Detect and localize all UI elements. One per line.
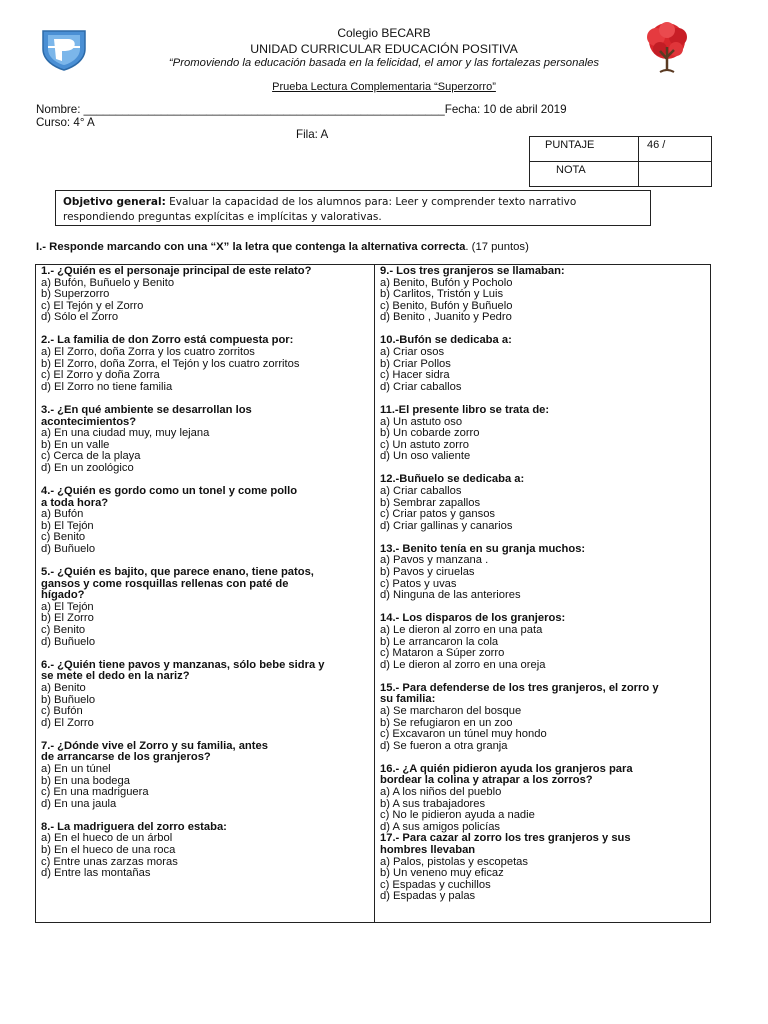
answer-option[interactable]: b) A sus trabajadores [380,797,486,810]
answer-option[interactable]: a) Un astuto oso [380,415,463,428]
answer-option[interactable]: a) El Zorro, doña Zorra y los cuatro zorritos [41,346,255,359]
answer-option[interactable]: c) Hacer sidra [380,369,450,382]
question-block [41,741,325,811]
puntaje-label: PUNTAJE [530,137,639,162]
question-text: 1.- ¿Quién es el personaje principal de este relato? [41,265,312,277]
answer-option[interactable]: b) Se refugiaron en un zoo [380,716,513,729]
answer-option[interactable]: c) Criar patos y gansos [380,508,496,521]
answer-option[interactable]: c) Bufón [41,705,83,718]
answer-option[interactable]: a) Benito, Bufón y Pocholo [380,276,513,289]
answer-option[interactable]: b) Superzorro [41,288,110,301]
instruction [36,241,529,253]
answer-option[interactable]: b) El Zorro, doña Zorra, el Tejón y los cuatro zorritos [41,357,300,370]
answer-option[interactable]: a) Bufón [41,508,84,521]
instruction-bold: I.- Responde marcando con una “X” la letra que contenga la alternativa correcta [36,241,466,253]
question-block [380,266,659,324]
answer-option[interactable]: b) En un valle [41,438,110,451]
objective-label: Objetivo general: [63,196,166,208]
question-text: de arrancarse de los granjeros? [41,751,211,764]
answer-option[interactable]: b) Le arrancaron la cola [380,635,499,648]
question-text: 6.- ¿Quién tiene pavos y manzanas, sólo bebe sidra y [41,658,325,671]
question-text: 9.- Los tres granjeros se llamaban: [380,265,565,277]
answer-option[interactable]: d) A sus amigos policías [380,820,501,833]
answer-option[interactable]: c) Espadas y cuchillos [380,878,491,891]
answer-option[interactable]: a) En el hueco de un árbol [41,832,173,845]
question-block [41,822,325,880]
answer-option[interactable]: c) Excavaron un túnel muy hondo [380,728,547,741]
answer-option[interactable]: d) En una jaula [41,797,117,810]
nota-value [639,162,712,187]
column-divider [374,264,375,923]
answer-option[interactable]: c) Benito [41,624,86,637]
unit-title: UNIDAD CURRICULAR EDUCACIÓN POSITIVA [250,42,518,56]
answer-option[interactable]: c) Un astuto zorro [380,438,469,451]
answer-option[interactable]: c) El Tejón y el Zorro [41,299,144,312]
answer-option[interactable]: a) Criar caballos [380,485,462,497]
test-title: Prueba Lectura Complementaria “Superzorro” [272,81,496,93]
question-block [41,266,325,324]
answer-option[interactable]: a) En una ciudad muy, muy lejana [41,427,210,440]
question-text: 8.- La madriguera del zorro estaba: [41,820,227,833]
question-block [380,764,659,834]
answer-option[interactable]: a) Se marcharon del bosque [380,705,522,717]
answer-option[interactable]: d) Entre las montañas [41,867,151,880]
answer-option[interactable]: c) Patos y uvas [380,577,457,590]
name-date-line: Nombre: ________________________________________________________Fecha: 10 de abril 2019 [36,103,567,116]
question-block [380,405,659,463]
question-block [41,405,325,475]
question-text: bordear la colina y atrapar a los zorros? [380,774,593,787]
answer-option[interactable]: d) Buñuelo [41,635,96,648]
question-block [41,335,325,393]
answer-option[interactable]: b) En una bodega [41,774,130,787]
question-text: 13.- Benito tenía en su granja muchos: [380,542,586,555]
question-text: hígado? [41,589,85,602]
answer-option[interactable]: a) Criar osos [380,346,445,359]
question-text: a toda hora? [41,496,109,509]
answer-option[interactable]: c) Benito [41,531,86,544]
answer-option[interactable]: d) Se fueron a otra granja [380,739,508,752]
answer-option[interactable]: d) Criar gallinas y canarios [380,519,513,532]
answer-option[interactable]: a) Palos, pistolas y escopetas [380,855,528,868]
answer-option[interactable]: b) Pavos y ciruelas [380,566,475,579]
answer-option[interactable]: d) En un zoológico [41,461,134,474]
question-text: su familia: [380,693,436,706]
answer-option[interactable]: b) Carlitos, Tristón y Luis [380,288,504,301]
puntaje-value: 46 / [639,137,712,162]
spacer [41,648,325,660]
answer-option[interactable]: d) Le dieron al zorro en una oreja [380,658,546,671]
row-label: Fila: A [296,128,329,141]
school-motto: “Promoviendo la educación basada en la felicidad, el amor y las fortalezas personales [168,57,600,69]
left-question-column [41,266,325,880]
answer-option[interactable]: d) Criar caballos [380,380,462,393]
question-text: 12.-Buñuelo se dedicaba a: [380,473,525,486]
instruction-points: . (17 puntos) [465,241,529,253]
question-text: 4.- ¿Quién es gordo como un tonel y come pollo [41,485,298,497]
answer-option[interactable]: c) En una madriguera [41,786,149,799]
answer-option[interactable]: d) Benito , Juanito y Pedro [380,311,512,324]
answer-option[interactable]: b) Un cobarde zorro [380,427,480,440]
objective-text-2: respondiendo preguntas explícitas e implícitas y valorativas. [63,211,382,223]
question-text: 16.- ¿A quién pidieron ayuda los granjeros para [380,762,633,775]
question-block [380,474,659,532]
answer-option[interactable]: a) Bufón, Buñuelo y Benito [41,276,175,289]
answer-option[interactable]: d) Espadas y palas [380,890,476,903]
question-text: 15.- Para defenderse de los tres granjeros, el zorro y [380,681,659,694]
question-text: 5.- ¿Quién es bajito, que parece enano, tiene patos, [41,566,314,579]
answer-option[interactable]: c) No le pidieron ayuda a nadie [380,809,535,822]
answer-option[interactable]: d) El Zorro no tiene familia [41,380,173,393]
question-text: acontecimientos? [41,415,137,428]
question-block [380,683,659,753]
question-text: 7.- ¿Dónde vive el Zorro y su familia, antes [41,739,268,752]
question-text: 10.-Bufón se dedicaba a: [380,334,512,347]
question-block [41,660,325,730]
answer-option[interactable]: c) Mataron a Súper zorro [380,647,505,660]
answer-option[interactable]: a) Le dieron al zorro en una pata [380,623,543,636]
question-text: se mete el dedo en la nariz? [41,670,190,683]
answer-option[interactable]: b) El Tejón [41,519,94,532]
answer-option[interactable]: d) Sólo el Zorro [41,311,119,324]
question-block [380,335,659,393]
answer-option[interactable]: d) Ninguna de las anteriores [380,589,521,602]
objective-text: Evaluar la capacidad de los alumnos para: Leer y comprender texto narrativo [165,196,577,208]
answer-option[interactable]: c) Entre unas zarzas moras [41,855,178,868]
answer-option[interactable]: b) Un veneno muy eficaz [380,867,504,880]
question-block [41,486,325,556]
answer-option[interactable]: a) En un túnel [41,762,111,775]
question-text: gansos y come rosquillas rellenas con paté de [41,577,289,590]
answer-option[interactable]: b) El Zorro [41,612,94,625]
answer-option[interactable]: c) Benito, Bufón y Buñuelo [380,299,513,312]
question-text: 11.-El presente libro se trata de: [380,403,550,416]
answer-option[interactable]: a) El Tejón [41,600,94,613]
answer-option[interactable]: b) En el hueco de una roca [41,844,176,857]
question-text: 3.- ¿En qué ambiente se desarrollan los [41,403,252,416]
answer-option[interactable]: a) A los niños del pueblo [380,786,502,799]
school-name: Colegio BECARB [337,26,431,40]
score-table [529,136,712,187]
question-text: 14.- Los disparos de los granjeros: [380,612,566,625]
question-block [41,567,325,648]
answer-option[interactable]: c) El Zorro y doña Zorra [41,369,160,382]
question-text: hombres llevaban [380,844,476,857]
question-block [380,833,659,903]
question-text: 2.- La familia de don Zorro está compuesta por: [41,334,294,347]
question-block [380,544,659,602]
answer-option[interactable]: d) El Zorro [41,716,94,729]
nota-label: NOTA [530,162,639,187]
answer-option[interactable]: d) Un oso valiente [380,450,471,463]
answer-option[interactable]: b) Sembrar zapallos [380,496,481,509]
question-text: 17.- Para cazar al zorro los tres granjeros y sus [380,832,631,845]
answer-option[interactable]: a) Benito [41,681,86,694]
answer-option[interactable]: c) Cerca de la playa [41,450,141,463]
answer-option[interactable]: d) Buñuelo [41,542,96,555]
course-label: Curso: 4° A [36,116,95,129]
objective-box [55,190,651,226]
answer-option[interactable]: a) Pavos y manzana . [380,554,489,567]
answer-option[interactable]: b) Criar Pollos [380,357,451,370]
question-block [380,613,659,671]
right-question-column [380,266,659,903]
answer-option[interactable]: b) Buñuelo [41,693,96,706]
